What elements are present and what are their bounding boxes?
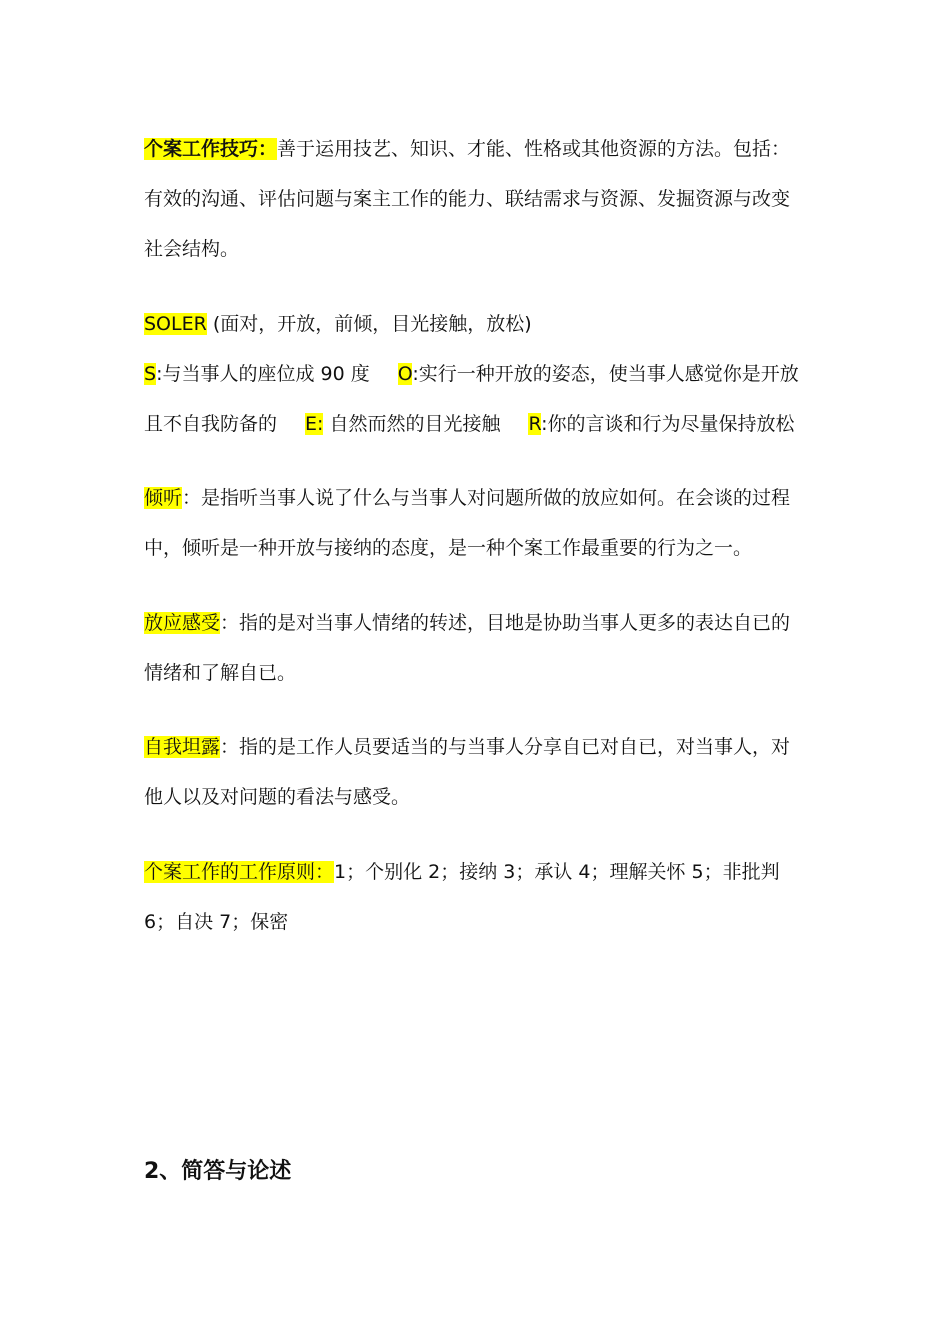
text-span: (面对，开放，前倾，目光接触，放松): [206, 313, 532, 335]
text-span: 善于运用技艺、知识、才能、性格或其他资源的方法。包括：: [277, 138, 791, 160]
paragraph-line: [144, 847, 804, 897]
text-span: 1；个别化 2；接纳 3；承认 4；理解关怀 5；非批判: [334, 861, 780, 883]
paragraph-line: 情绪和了解自已。: [144, 662, 297, 684]
text-span: :实行一种开放的姿态，使当事人感觉你是开放: [412, 363, 799, 385]
paragraph-line: [144, 598, 804, 648]
text-span: ：是指听当事人说了什么与当事人对问题所做的放应如何。在会谈的过程: [182, 487, 791, 509]
paragraph-line: [144, 722, 804, 772]
soler-key-o: O: [397, 363, 413, 385]
paragraph-line: 他人以及对问题的看法与感受。: [144, 786, 411, 808]
soler-key-s: S: [144, 363, 157, 385]
paragraph-soler: [144, 299, 804, 449]
text-span: :与当事人的座位成 90 度: [156, 363, 370, 385]
term-reflect-feelings: 放应感受: [144, 612, 221, 634]
paragraph-line: [144, 349, 804, 399]
paragraph-line: [144, 124, 804, 174]
paragraph-line: 中，倾听是一种开放与接纳的态度，是一种个案工作最重要的行为之一。: [144, 537, 753, 559]
paragraph-line: 有效的沟通、评估问题与案主工作的能力、联结需求与资源、发掘资源与改变: [144, 188, 791, 210]
paragraph-casework-skills: [144, 124, 804, 274]
paragraph-reflect-feelings: [144, 598, 804, 698]
paragraph-line: [144, 299, 804, 349]
paragraph-line: 6；自决 7；保密: [144, 911, 289, 933]
paragraph-line: 社会结构。: [144, 238, 240, 260]
paragraph-listening: [144, 473, 804, 573]
text-span: 自然而然的目光接触: [323, 413, 501, 435]
paragraph-casework-principles: [144, 847, 804, 947]
text-span: 且不自我防备的: [144, 413, 278, 435]
term-casework-principles: 个案工作的工作原则：: [144, 861, 335, 883]
text-span: :你的言谈和行为尽量保持放松: [541, 413, 795, 435]
soler-key-r: R: [528, 413, 542, 435]
paragraph-line: [144, 399, 804, 449]
term-listening: 倾听: [144, 487, 183, 509]
paragraph-line: [144, 473, 804, 523]
soler-key-e: E:: [305, 413, 324, 435]
section-heading: 2、简答与论述: [144, 1159, 292, 1184]
paragraph-self-disclosure: [144, 722, 804, 822]
term-casework-skills: 个案工作技巧：: [144, 138, 278, 160]
term-self-disclosure: 自我坦露: [144, 736, 221, 758]
term-soler: SOLER: [144, 313, 207, 335]
text-span: ：指的是对当事人情绪的转述，目地是协助当事人更多的表达自已的: [220, 612, 791, 634]
text-span: ：指的是工作人员要适当的与当事人分享自已对自已，对当事人，对: [220, 736, 791, 758]
